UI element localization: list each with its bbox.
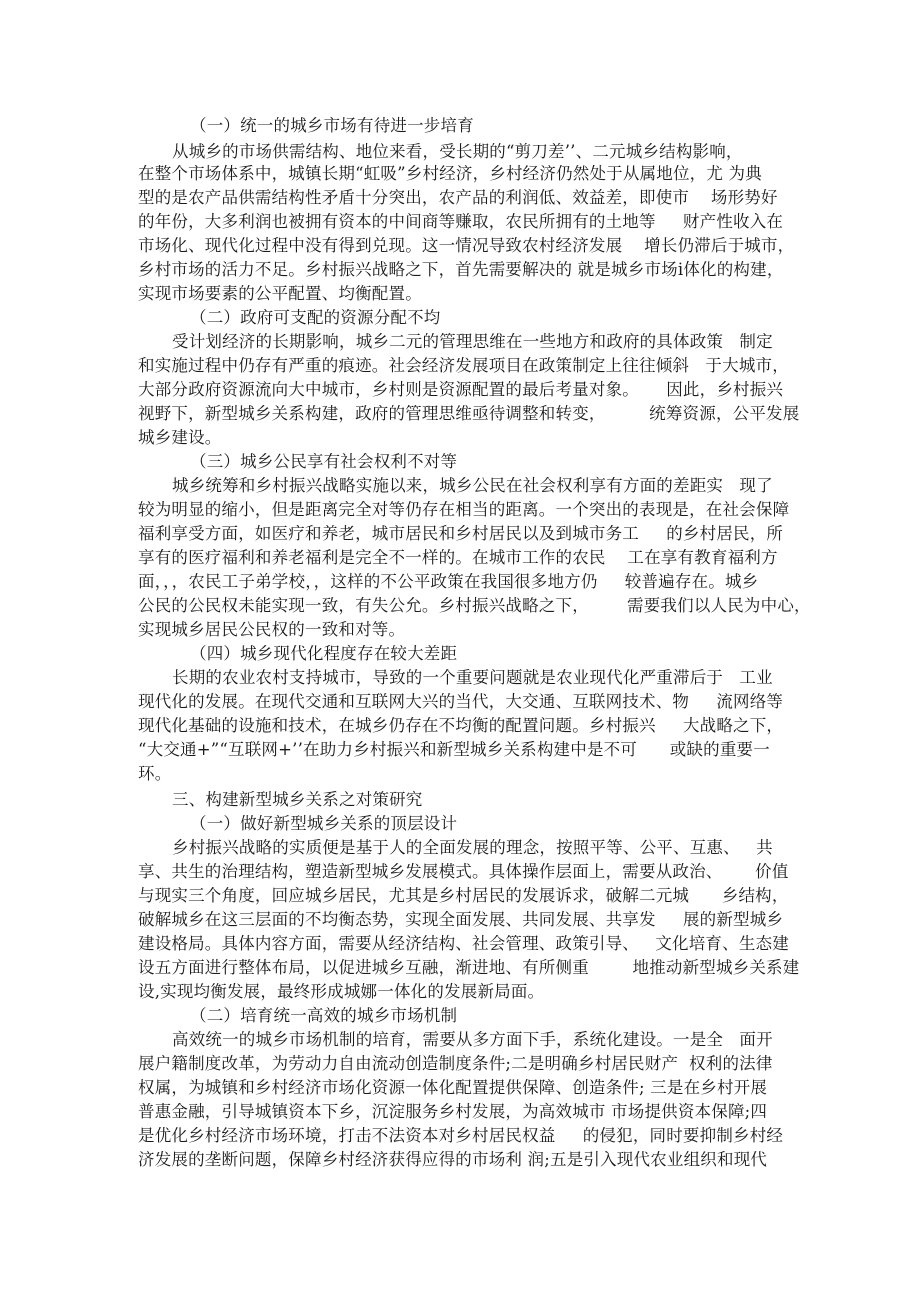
- paragraph-first-line: 从城乡的市场供需结构、地位来看，受长期的“剪刀差’’、二元城乡结构影响，: [172, 142, 743, 161]
- section-heading: （一）做好新型城乡关系的顶层设计: [190, 814, 458, 833]
- paragraph-line: 设,实现均衡发展，最终形成城娜一体化的发展新局面。: [138, 982, 545, 1001]
- paragraph-line: 面，，，农民工子弟学校，，这样的不公平政策在我国很多地方仍 较普遍存在。城乡: [138, 572, 759, 591]
- paragraph-line: 现代化的发展。在现代交通和互联网大兴的当代，大交通、互联网技术、物 流网络等: [138, 692, 784, 711]
- paragraph-line: 环。: [138, 764, 172, 783]
- paragraph-first-line: 高效统一的城乡市场机制的培育，需要从多方面下手，系统化建设。一是全 面开: [172, 1030, 773, 1049]
- section-heading: （二）政府可支配的资源分配不均: [190, 308, 441, 327]
- paragraph-line: 实现城乡居民公民权的一致和对等。: [138, 620, 406, 639]
- paragraph-line: 享有的医疗福利和养老福利是完全不一样的。在城市工作的农民 工在享有教育福利方: [138, 548, 778, 567]
- section-heading: （二）培育统一高效的城乡市场机制: [190, 1006, 458, 1025]
- section-heading: （一）统一的城乡市场有待进一步培育: [190, 116, 474, 135]
- paragraph-line: 和实施过程中仍存有严重的痕迹。社会经济发展项目在政策制定上往往倾斜 于大城市，: [138, 356, 789, 375]
- paragraph-line: 较为明显的缩小，但是距离完全对等仍存在相当的距离。一个突出的表现是，在社会保障: [138, 500, 790, 519]
- paragraph-line: 权属，为城镇和乡村经济市场化资源一体化配置提供保障、创造条件; 三是在乡村开展: [138, 1078, 768, 1097]
- paragraph-line: 市场化、现代化过程中没有得到兑现。这一情况导致农村经济发展 增长仍滞后于城市，: [138, 236, 795, 255]
- paragraph-first-line: 长期的农业农村支持城市，导致的一个重要问题就是农业现代化严重滞后于 工业: [172, 668, 773, 687]
- paragraph-line: 型的是农产品供需结构性矛盾十分突出，农产品的利润低、效益差，即使市 场形势好: [138, 188, 778, 207]
- paragraph-line: 的年份，大多利润也被拥有资本的中间商等赚取，农民所拥有的土地等 财产性收入在: [138, 212, 784, 231]
- paragraph-line: 视野下，新型城乡关系构建，政府的管理思维亟待调整和转变， 统筹资源，公平发展: [138, 404, 800, 423]
- paragraph-line: 享、共生的治理结构，塑造新型城乡发展模式。具体操作层面上，需要从政治、 价值: [138, 862, 789, 881]
- section-heading: （三）城乡公民享有社会权利不对等: [190, 452, 458, 471]
- paragraph-line: 实现市场要素的公平配置、均衡配置。: [138, 284, 422, 303]
- section-heading: （四）城乡现代化程度存在较大差距: [190, 644, 458, 663]
- paragraph-line: 展户籍制度改革，为劳动力自由流动创造制度条件;二是明确乡村居民财产 权利的法律: [138, 1054, 773, 1073]
- paragraph-line: 建设格局。具体内容方面，需要从经济结构、社会管理、政策引导、 文化培育、生态建: [138, 934, 789, 953]
- paragraph-line: 福利享受方面，如医疗和养老，城市居民和乡村居民以及到城市务工 的乡村居民，所: [138, 524, 784, 543]
- paragraph-line: 与现实三个角度，回应城乡居民，尤其是乡村居民的发展诉求，破解二元城 乡结构，: [138, 886, 789, 905]
- paragraph-line: 破解城乡在这三层面的不均衡态势，实现全面发展、共同发展、共享发 展的新型城乡: [138, 910, 784, 929]
- paragraph-line: “大交通+”“互联网+’’在助力乡村振兴和新型城乡关系构建中是不可 或缺的重要一: [138, 740, 770, 759]
- paragraph-line: 济发展的垄断问题，保障乡村经济获得应得的市场利 润;五是引入现代农业组织和现代: [138, 1150, 768, 1169]
- paragraph-first-line: 城乡统筹和乡村振兴战略实施以来，城乡公民在社会权利享有方面的差距实 现了: [172, 476, 773, 495]
- paragraph-line: 乡村市场的活力不足。乡村振兴战略之下，首先需要解决的 就是城乡市场i体化的构建，: [138, 260, 784, 279]
- paragraph-line: 现代化基础的设施和技术，在城乡仍存在不均衡的配置问题。乡村振兴 大战略之下，: [138, 716, 784, 735]
- paragraph-line: 普惠金融，引导城镇资本下乡，沉淀服务乡村发展，为高效城市 市场提供资本保障;四: [138, 1102, 768, 1121]
- paragraph-line: 在整个市场体系中，城镇长期“虹吸”乡村经济，乡村经济仍然处于从属地位，尤 为典: [138, 164, 762, 183]
- paragraph-first-line: 乡村振兴战略的实质便是基于人的全面发展的理念，按照平等、公平、互惠、 共: [172, 838, 773, 857]
- paragraph-line: 大部分政府资源流向大中城市，乡村则是资源配置的最后考量对象。 因此，乡村振兴: [138, 380, 784, 399]
- paragraph-line: 城乡建设。: [138, 428, 222, 447]
- chapter-heading: 三、构建新型城乡关系之对策研究: [172, 790, 423, 809]
- paragraph-line: 公民的公民权未能实现一致，有失公允。乡村振兴战略之下， 需要我们以人民为中心，: [138, 596, 811, 615]
- paragraph-line: 设五方面进行整体布局，以促进城乡互融，渐进地、有所侧重 地推动新型城乡关系建: [138, 958, 800, 977]
- paragraph-first-line: 受计划经济的长期影响，城乡二元的管理思维在一些地方和政府的具体政策 制定: [172, 332, 773, 351]
- paragraph-line: 是优化乡村经济市场环境，打击不法资本对乡村居民权益 的侵犯，同时要抑制乡村经: [138, 1126, 784, 1145]
